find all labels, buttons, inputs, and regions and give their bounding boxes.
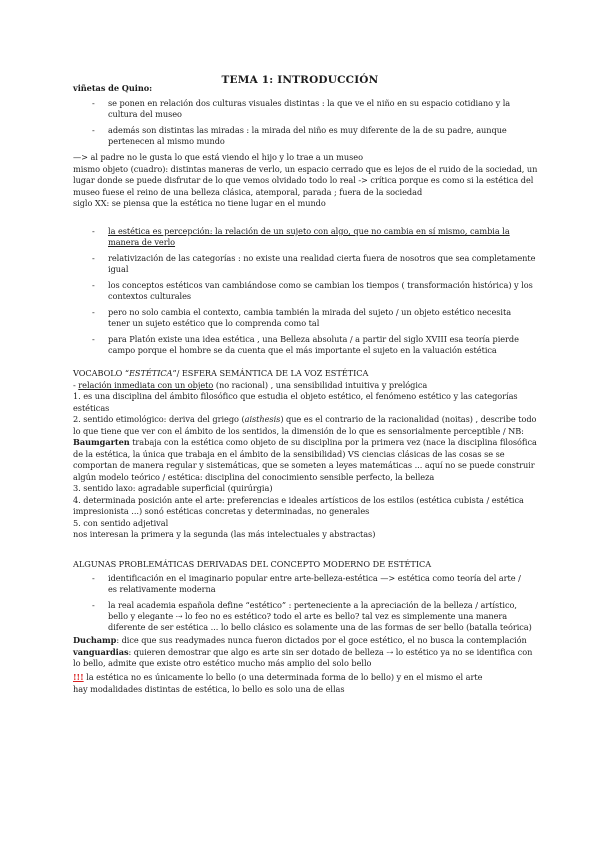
paragraph-line: 5. con sentido adjetival bbox=[73, 518, 169, 528]
quino-heading: viñetas de Quino: bbox=[73, 83, 153, 93]
paragraph-line: comportan de manera regular y sistemáticas, que se someten a leyes matemáticas ... aquí no se puede construir bbox=[73, 460, 535, 470]
bullet-dash: - bbox=[92, 573, 95, 583]
conceptos-bullet-line-1: los conceptos estéticos van cambiándose como se cambian los tiempos ( transformación histórica) y los bbox=[108, 280, 533, 290]
mirada-bullet-line-1: pero no solo cambia el contexto, cambia también la mirada del sujeto / un objeto estético necesita bbox=[108, 307, 512, 317]
paragraph-line: algún modelo teórico / estética: disciplina del conocimiento sensible perfecto, la belleza bbox=[73, 472, 435, 482]
paragraph-line: siglo XX: se piensa que la estética no tiene lugar en el mundo bbox=[73, 198, 326, 208]
bullet-dash: - bbox=[92, 280, 95, 290]
paragraph-line: hay modalidades distintas de estética, lo bello es solo una de ellas bbox=[73, 684, 345, 694]
conceptos-bullet-line-2: contextos culturales bbox=[108, 291, 192, 301]
paragraph-line: —> al padre no le gusta lo que está viendo el hijo y lo trae a un museo bbox=[73, 152, 363, 162]
quino-bullet-1-line-1: se ponen en relación dos culturas visuales distintas : la que ve el niño en su espacio cotidiano y la bbox=[108, 98, 511, 108]
relativizacion-bullet-line-2: igual bbox=[108, 264, 129, 274]
paragraph-line: 2. sentido etimológico: deriva del griego (aisthesis) que es el contrario de la racionalidad (noitas) , describe todo bbox=[73, 414, 537, 424]
bullet-dash: - bbox=[92, 253, 95, 263]
exclamation-marks: !!! bbox=[73, 672, 84, 682]
vocabolo-heading: VOCABOLO “ESTÉTICA”/ ESFERA SEMÁNTICA DE LA VOZ ESTÉTICA bbox=[73, 368, 369, 378]
academia-bullet-line-3: diferente de ser estética ... lo bello clásico es solamente una de las formas de ser bello (batalla teórica) bbox=[108, 622, 532, 632]
paragraph-line: lo que tiene que ver con el ámbito de los sentidos, la dimensión de lo que es sensorialmente perceptible / NB: bbox=[73, 426, 524, 436]
platon-bullet-line-1: para Platón existe una idea estética , una Belleza absoluta / a partir del siglo XVIII esa teoría pierde bbox=[108, 334, 519, 344]
bullet-dash: - bbox=[92, 98, 95, 108]
bullet-dash: - bbox=[92, 226, 95, 236]
academia-bullet-line-2: bello y elegante ⇢ lo feo no es estético? todo el arte es bello? tal vez es simplemente una manera bbox=[108, 611, 508, 621]
bullet-dash: - bbox=[92, 334, 95, 344]
paragraph-line: lugar donde se puede disfrutar de lo que vemos olvidado todo lo real -> crítica porque es como si la estética del bbox=[73, 175, 534, 185]
paragraph-line: nos interesan la primera y la segunda (las más intelectuales y abstractas) bbox=[73, 529, 376, 539]
duchamp-line: Duchamp: dice que sus readymades nunca fueron dictados por el goce estético, el no busca la contemplación bbox=[73, 635, 527, 645]
bullet-dash: - bbox=[92, 600, 95, 610]
percepcion-bullet-line-1: la estética es percepción: la relación de un sujeto con algo, que no cambia en sí mismo, cambia la bbox=[108, 226, 510, 236]
relativizacion-bullet-line-1: relativización de las categorías : no existe una realidad cierta fuera de nosotros que sea completamente bbox=[108, 253, 536, 263]
paragraph-line: museo fuese el reino de una belleza clásica, atemporal, parada ; fuera de la sociedad bbox=[73, 187, 423, 197]
paragraph-line: 4. determinada posición ante el arte: preferencias e ideales artísticos de los estilos (estética cubista / estética bbox=[73, 495, 524, 505]
page-title: TEMA 1: INTRODUCCIÓN bbox=[221, 74, 379, 86]
paragraph-line: mismo objeto (cuadro): distintas maneras de verlo, un espacio cerrado que es lejos de el ruido de la sociedad, un bbox=[73, 164, 538, 174]
platon-bullet-line-2: campo porque el hombre se da cuenta que el más importante el sujeto en la valuación estética bbox=[108, 345, 497, 355]
paragraph-line: de la estética, la única que trabaja en el ámbito de la sensibilidad) VS ciencias clásicas de las cosas se se bbox=[73, 449, 505, 459]
bullet-dash: - bbox=[92, 125, 95, 135]
quino-bullet-2-line-1: además son distintas las miradas : la mirada del niño es muy diferente de la de su padre, aunque bbox=[108, 125, 507, 135]
mirada-bullet-line-2: tener un sujeto estético que lo comprenda como tal bbox=[108, 318, 320, 328]
academia-bullet-line-1: la real academia española define “estético” : perteneciente a la apreciación de la belleza / artístico, bbox=[108, 600, 517, 610]
problematicas-heading: ALGUNAS PROBLEMÁTICAS DERIVADAS DEL CONCEPTO MODERNO DE ESTÉTICA bbox=[73, 559, 432, 569]
paragraph-line: estéticas bbox=[73, 403, 110, 413]
emphasis-line: !!! la estética no es únicamente lo bello (o una determinada forma de lo bello) y en el mismo el arte bbox=[73, 672, 483, 682]
paragraph-line: 1. es una disciplina del ámbito filosófico que estudia el objeto estético, el fenómeno estético y las categorías bbox=[73, 391, 518, 401]
percepcion-bullet-line-2: manera de verlo bbox=[108, 237, 176, 247]
vanguardias-line: vanguardias: quieren demostrar que algo es arte sin ser dotado de belleza ⇢ lo estético ya no se identifica con bbox=[73, 647, 533, 657]
paragraph-line: lo bello, admite que existe otro estético mucho más amplio del solo bello bbox=[73, 658, 372, 668]
paragraph-line: Baumgarten trabaja con la estética como objeto de su disciplina por la primera vez (nace la disciplina filosófica bbox=[73, 437, 537, 447]
identificacion-bullet-line-2: es relativamente moderna bbox=[108, 584, 216, 594]
quino-bullet-2-line-2: pertenecen al mismo mundo bbox=[108, 136, 225, 146]
paragraph-line: - relación inmediata con un objeto (no racional) , una sensibilidad intuitiva y prelógica bbox=[73, 380, 428, 390]
paragraph-line: 3. sentido laxo: agradable superficial (quirúrgia) bbox=[73, 483, 273, 493]
paragraph-line: impresionista ...) sonó estéticas concretas y determinadas, no generales bbox=[73, 506, 370, 516]
bullet-dash: - bbox=[92, 307, 95, 317]
identificacion-bullet-line-1: identificación en el imaginario popular entre arte-belleza-estética —> estética como teoría del arte / bbox=[108, 573, 521, 583]
quino-bullet-1-line-2: cultura del museo bbox=[108, 109, 182, 119]
